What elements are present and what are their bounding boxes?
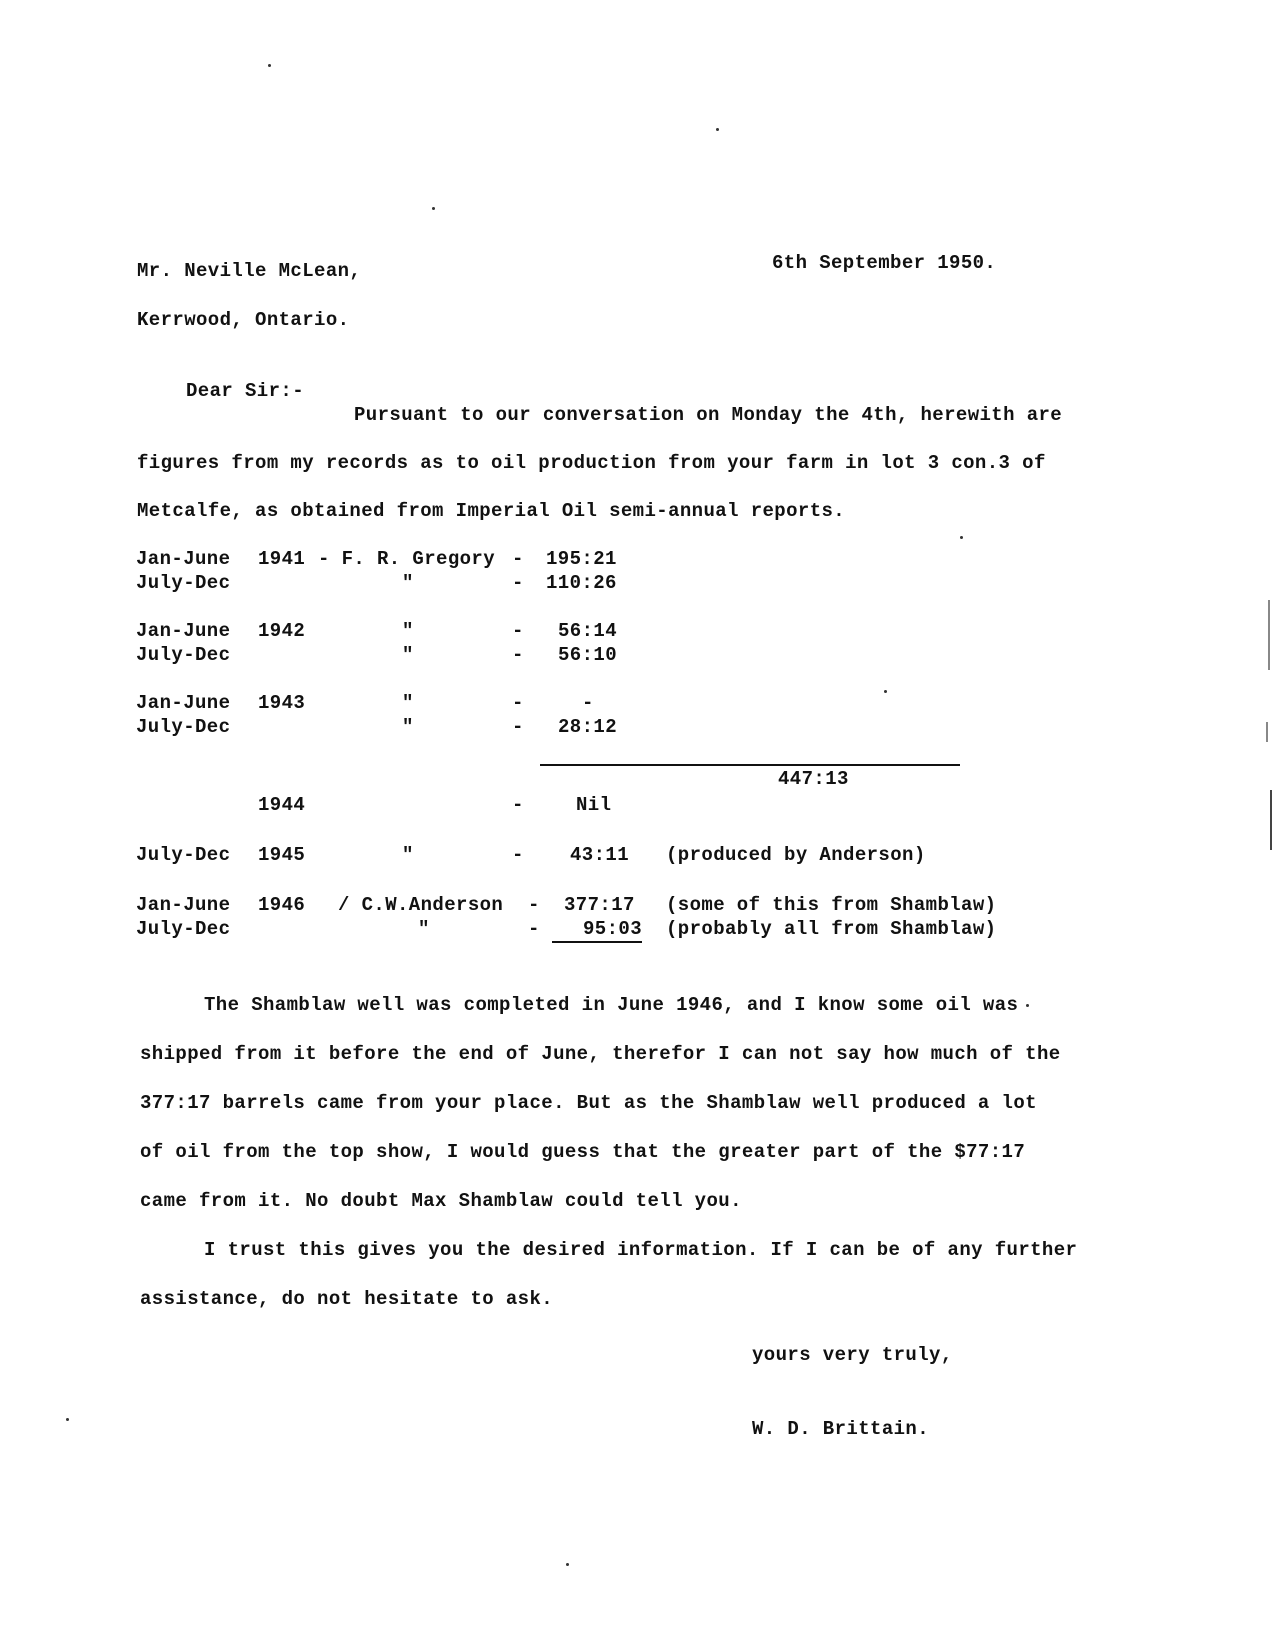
subtotal-rule [540,764,960,766]
dash-cell: - [512,548,524,570]
intro-line-2: figures from my records as to oil production from your farm in lot 3 con.3 of [137,452,1046,474]
period-cell: Jan-June [136,894,231,916]
letter-date: 6th September 1950. [772,252,997,274]
note-cell: (some of this from Shamblaw) [666,894,997,916]
scan-speck [66,1418,69,1421]
intro-line-1: Pursuant to our conversation on Monday the 4th, herewith are [354,404,1063,426]
amount-cell: 43:11 [570,844,630,866]
producer-cell: " [402,716,414,738]
producer-cell: " [402,572,414,594]
producer-cell: " [402,692,414,714]
dash-cell: - [528,894,540,916]
year-cell: 1942 [258,620,306,642]
scan-speck [268,64,271,67]
body-para1-line2: shipped from it before the end of June, therefor I can not say how much of the [140,1043,1061,1065]
closing: yours very truly, [752,1344,953,1366]
period-cell: Jan-June [136,548,231,570]
dash-cell: - [512,844,524,866]
amount-cell: 56:14 [558,620,618,642]
subtotal-value: 447:13 [778,768,849,790]
period-cell: July-Dec [136,716,231,738]
period-cell: July-Dec [136,572,231,594]
recipient-name: Mr. Neville McLean, [137,260,362,282]
amount-cell: Nil [576,794,612,816]
note-cell: (probably all from Shamblaw) [666,918,997,940]
signature: W. D. Brittain. [752,1418,930,1440]
recipient-address: Kerrwood, Ontario. [137,309,350,331]
scan-edge-mark [1270,790,1272,850]
amount-cell: - [582,692,594,714]
period-cell: Jan-June [136,692,231,714]
year-cell: 1941 [258,548,306,570]
amount-cell: 110:26 [546,572,617,594]
table-row [0,918,1275,942]
scan-speck [960,536,963,539]
dash-cell: - [512,692,524,714]
year-cell: 1946 [258,894,306,916]
note-cell: (produced by Anderson) [666,844,926,866]
scan-edge-mark [1268,600,1270,670]
amount-cell: 28:12 [558,716,618,738]
amount-cell: 56:10 [558,644,618,666]
body-para2-line1: I trust this gives you the desired information. If I can be of any further [204,1239,1078,1261]
table-row [0,894,1275,918]
body-para2-line2: assistance, do not hesitate to ask. [140,1288,554,1310]
producer-cell: - F. R. Gregory [318,548,496,570]
body-para1-line1: The Shamblaw well was completed in June 1946, and I know some oil was [204,994,1019,1016]
dash-cell: - [512,644,524,666]
scan-speck [716,128,719,131]
dash-cell: - [512,716,524,738]
producer-cell: " [418,918,430,940]
table-row [0,844,1275,868]
intro-line-3: Metcalfe, as obtained from Imperial Oil semi-annual reports. [137,500,846,522]
table-row [0,548,1275,572]
dash-cell: - [528,918,540,940]
amount-cell: 95:03 [552,918,642,943]
scan-speck [1026,1004,1029,1007]
scan-speck [884,690,887,693]
year-cell: 1945 [258,844,306,866]
year-cell: 1944 [258,794,306,816]
table-row [0,716,1275,740]
table-row [0,692,1275,716]
scan-speck [566,1563,569,1566]
body-para1-line5: came from it. No doubt Max Shamblaw could tell you. [140,1190,742,1212]
producer-cell: " [402,844,414,866]
amount-cell: 377:17 [564,894,635,916]
dash-cell: - [512,572,524,594]
producer-cell: " [402,620,414,642]
scan-speck [432,207,435,210]
table-row [0,572,1275,596]
producer-cell: " [402,644,414,666]
dash-cell: - [512,794,524,816]
table-row [0,644,1275,668]
body-para1-line3: 377:17 barrels came from your place. But as the Shamblaw well produced a lot [140,1092,1037,1114]
period-cell: July-Dec [136,644,231,666]
table-row [0,794,1275,818]
amount-cell: 195:21 [546,548,617,570]
dash-cell: - [512,620,524,642]
salutation: Dear Sir:- [186,380,305,402]
producer-cell: / C.W.Anderson [338,894,504,916]
period-cell: July-Dec [136,844,231,866]
scan-edge-mark [1266,722,1268,742]
table-row [0,620,1275,644]
period-cell: July-Dec [136,918,231,940]
period-cell: Jan-June [136,620,231,642]
body-para1-line4: of oil from the top show, I would guess that the greater part of the $77:17 [140,1141,1026,1163]
year-cell: 1943 [258,692,306,714]
